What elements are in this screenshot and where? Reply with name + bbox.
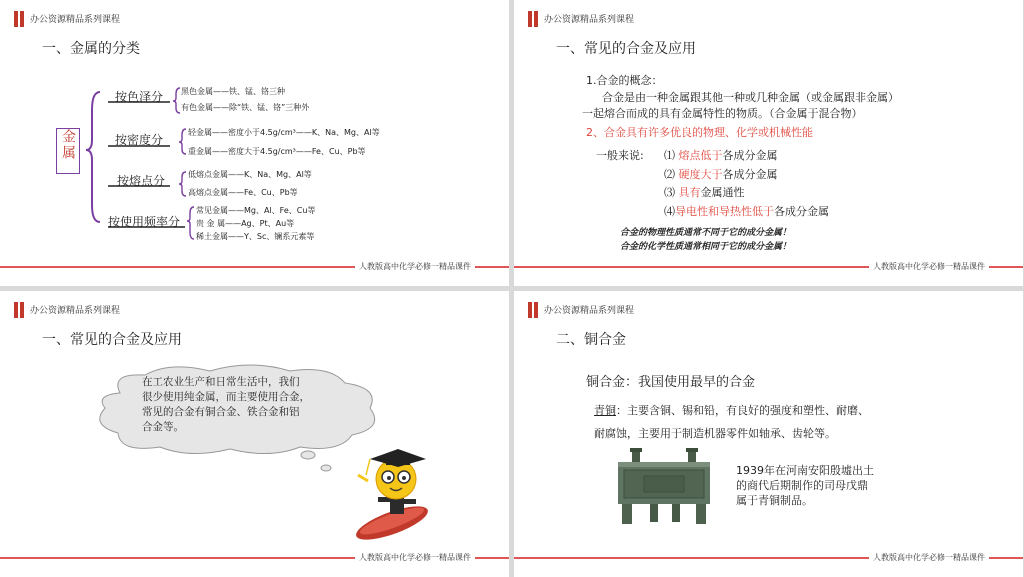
property-item: ⑷导电性和导热性低于各成分金属 bbox=[664, 205, 829, 218]
slide-copper-alloy[interactable] bbox=[514, 291, 1023, 577]
concept-text: 一起熔合而成的具有金属特性的物质。（合金属于混合物） bbox=[582, 107, 863, 120]
branch-item: 常见金属——Mg、Al、Fe、Cu等 bbox=[196, 206, 316, 215]
branch-label-usage: 按使用频率分 bbox=[108, 215, 181, 229]
bronze-ding-image bbox=[610, 446, 720, 526]
header-bar bbox=[528, 11, 532, 27]
property-item: ⑵ 硬度大于各成分金属 bbox=[664, 168, 778, 181]
branch-label-color: 按色泽分 bbox=[115, 90, 164, 104]
header-bar bbox=[534, 302, 538, 318]
branch-item: 黑色金属——铁、锰、铬三种 bbox=[181, 87, 285, 96]
property-item: ⑶ 具有金属通性 bbox=[664, 186, 745, 199]
slide-alloy-concept[interactable] bbox=[514, 0, 1023, 286]
branch-label-melting: 按熔点分 bbox=[117, 174, 166, 188]
slide-title: 二、铜合金 bbox=[556, 332, 626, 348]
header-bar bbox=[534, 11, 538, 27]
note-chemical: 合金的化学性质通常相同于它的成分金属！ bbox=[620, 242, 792, 252]
general-label: 一般来说: bbox=[596, 149, 644, 162]
branch-item: 重金属——密度大于4.5g/cm³——Fe、Cu、Pb等 bbox=[188, 147, 366, 156]
slide-title: 一、常见的合金及应用 bbox=[42, 332, 182, 348]
subtitle: 铜合金：我国使用最早的合金 bbox=[586, 375, 756, 390]
footer-label: 人教版高中化学必修一精品课件 bbox=[869, 261, 989, 272]
bubble-dot bbox=[318, 463, 338, 475]
mascot-illustration bbox=[350, 441, 440, 551]
branch-label-density: 按密度分 bbox=[115, 133, 164, 147]
brand-label: 办公资源精品系列课程 bbox=[544, 306, 635, 316]
footer-label: 人教版高中化学必修一精品课件 bbox=[355, 261, 475, 272]
bubble-text: 在工农业生产和日常生活中，我们 很少使用纯金属，而主要使用合金， 常见的合金有铜合金、铁合金和铝 合金等。 bbox=[142, 376, 310, 433]
bronze-description: 耐腐蚀，主要用于制造机器零件如轴承、齿轮等。 bbox=[594, 427, 836, 440]
note-physical: 合金的物理性质通常不同于它的成分金属！ bbox=[620, 228, 792, 238]
branch-item: 低熔点金属——K、Na、Mg、Al等 bbox=[188, 170, 312, 179]
slide-metal-classification[interactable] bbox=[0, 0, 509, 286]
branch-item: 轻金属——密度小于4.5g/cm³——K、Na、Mg、Al等 bbox=[188, 128, 380, 137]
slide-title: 一、常见的合金及应用 bbox=[556, 41, 696, 57]
property-heading: 2、合金具有许多优良的物理、化学或机械性能 bbox=[586, 126, 813, 139]
brand-label: 办公资源精品系列课程 bbox=[544, 15, 635, 25]
header-bar bbox=[14, 302, 18, 318]
brand-label: 办公资源精品系列课程 bbox=[30, 306, 121, 316]
bronze-description: 青铜：主要含铜、锡和铅，有良好的强度和塑性、耐磨、 bbox=[594, 404, 869, 417]
footer-label: 人教版高中化学必修一精品课件 bbox=[869, 552, 989, 563]
concept-heading: 1.合金的概念： bbox=[586, 74, 663, 87]
header-bar bbox=[20, 302, 24, 318]
metal-label: 金属 bbox=[56, 128, 80, 174]
classification-braces bbox=[0, 0, 509, 286]
branch-item: 贵 金 属——Ag、Pt、Au等 bbox=[196, 219, 295, 228]
branch-item: 有色金属——除“铁、锰、铬”三种外 bbox=[181, 103, 310, 112]
footer-label: 人教版高中化学必修一精品课件 bbox=[355, 552, 475, 563]
property-item: ⑴ 熔点低于各成分金属 bbox=[664, 149, 778, 162]
branch-item: 稀土金属——Y、Sc、镧系元素等 bbox=[196, 232, 315, 241]
concept-text: 合金是由一种金属跟其他一种或几种金属（或金属跟非金属） bbox=[602, 91, 899, 104]
slide-title: 一、金属的分类 bbox=[42, 41, 140, 57]
slide-alloy-usage[interactable] bbox=[0, 291, 509, 577]
branch-item: 高熔点金属——Fe、Cu、Pb等 bbox=[188, 188, 298, 197]
brand-label: 办公资源精品系列课程 bbox=[30, 15, 121, 25]
header-bar bbox=[528, 302, 532, 318]
ding-caption: 1939年在河南安阳殷墟出土 的商代后期制作的司母戊鼎 属于青铜制品。 bbox=[736, 464, 874, 507]
